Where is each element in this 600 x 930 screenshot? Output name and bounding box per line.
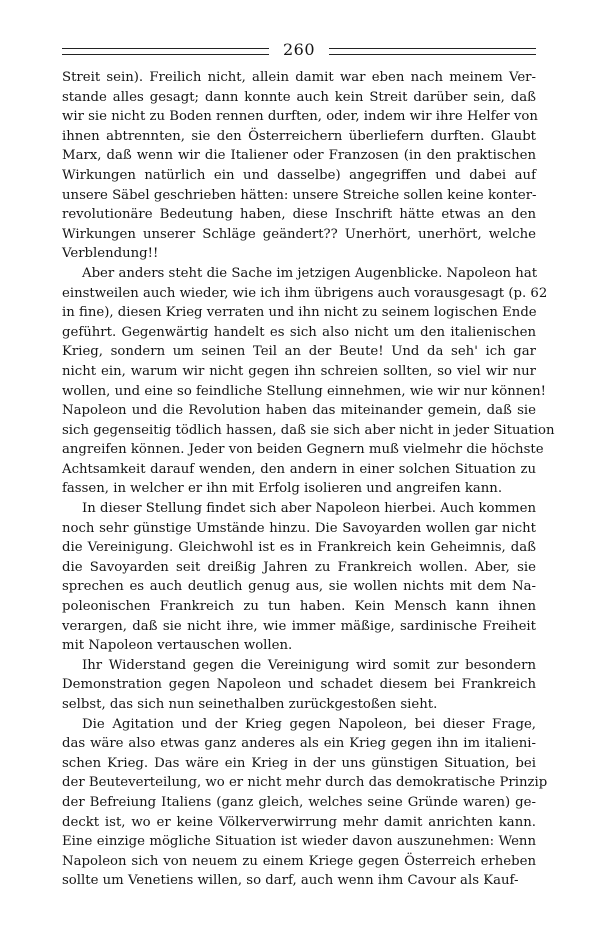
text-line: revolutionäre Bedeutung haben, diese Inschrift hätte etwas an den bbox=[62, 207, 536, 223]
text-line: sprechen es auch deutlich genug aus, sie wollen nichts mit dem Na- bbox=[62, 579, 536, 595]
text-line: wollen, und eine so feindliche Stellung einnehmen, wie wir nur können! bbox=[62, 383, 546, 399]
body-text bbox=[62, 68, 555, 891]
text-line: stande alles gesagt; dann konnte auch kein Streit darüber sein, daß bbox=[62, 89, 536, 105]
text-line: einstweilen auch wieder, wie ich ihm übrigens auch vorausgesagt (p. 62 bbox=[62, 285, 548, 301]
paragraph bbox=[62, 264, 555, 499]
text-line: in fine), diesen Krieg verraten und ihn nicht zu seinem logischen Ende bbox=[62, 305, 537, 321]
text-line: deckt ist, wo er keine Völkerverwirrung mehr damit anrichten kann. bbox=[62, 814, 536, 830]
text-line: der Befreiung Italiens (ganz gleich, welches seine Gründe waren) ge- bbox=[62, 794, 536, 810]
text-line: verargen, daß sie nicht ihre, wie immer mäßige, sardinische Freiheit bbox=[62, 618, 536, 634]
text-line: Aber anders steht die Sache im jetzigen Augenblicke. Napoleon hat bbox=[82, 265, 538, 281]
text-line: Napoleon und die Revolution haben das miteinander gemein, daß sie bbox=[62, 403, 536, 419]
text-line: Eine einzige mögliche Situation ist wieder davon auszunehmen: Wenn bbox=[62, 834, 536, 850]
text-line: Ihr Widerstand gegen die Vereinigung wird somit zur besondern bbox=[82, 657, 536, 673]
paragraph bbox=[62, 656, 536, 715]
text-line: der Beuteverteilung, wo er nicht mehr durch das demokratische Prinzip bbox=[62, 775, 548, 791]
text-line: sollte um Venetiens willen, so darf, auch wenn ihm Cavour als Kauf- bbox=[62, 873, 519, 889]
text-line: Verblendung!! bbox=[62, 246, 159, 262]
text-line: noch sehr günstige Umstände hinzu. Die Savoyarden wollen gar nicht bbox=[62, 520, 536, 536]
text-line: Napoleon sich von neuem zu einem Kriege gegen Österreich erheben bbox=[62, 853, 536, 869]
text-line: wir sie nicht zu Boden rennen durften, oder, indem wir ihre Helfer von bbox=[62, 109, 538, 125]
paragraph bbox=[62, 68, 536, 264]
text-line: sich gegenseitig tödlich hassen, daß sie sich aber nicht in jeder Situation bbox=[62, 422, 555, 438]
text-line: mit Napoleon vertauschen wollen. bbox=[62, 638, 293, 654]
text-line: die Savoyarden seit dreißig Jahren zu Frankreich wollen. Aber, sie bbox=[62, 559, 536, 575]
text-line: selbst, das sich nun seinethalben zurückgestoßen sieht. bbox=[62, 697, 438, 712]
header-rule-right bbox=[329, 48, 536, 55]
text-line: angreifen können. Jeder von beiden Gegnern muß vielmehr die höchste bbox=[62, 442, 544, 458]
paragraph bbox=[62, 715, 548, 891]
text-line: Streit sein). Freilich nicht, allein damit war eben nach meinem Ver- bbox=[62, 70, 536, 85]
text-line: das wäre also etwas ganz anderes als ein Krieg gegen ihn im italieni- bbox=[62, 736, 536, 752]
text-line: Krieg, sondern um seinen Teil an der Beute! Und da seh' ich gar bbox=[62, 344, 536, 360]
text-line: die Vereinigung. Gleichwohl ist es in Frankreich kein Geheimnis, daß bbox=[62, 540, 536, 556]
text-line: In dieser Stellung findet sich aber Napoleon hierbei. Auch kommen bbox=[82, 501, 536, 517]
text-line: Die Agitation und der Krieg gegen Napoleon, bei dieser Frage, bbox=[82, 716, 536, 732]
text-line: nicht ein, warum wir nicht gegen ihn schreien sollten, so viel wir nur bbox=[62, 363, 536, 379]
text-line: Marx, daß wenn wir die Italiener oder Franzosen (in den praktischen bbox=[62, 148, 536, 164]
page-header bbox=[62, 40, 536, 64]
paragraph bbox=[62, 499, 536, 656]
page-number: 260 bbox=[282, 40, 316, 59]
text-line: schen Krieg. Das wäre ein Krieg in der uns günstigen Situation, bei bbox=[62, 755, 536, 771]
text-line: Wirkungen natürlich ein und dasselbe) angegriffen und dabei auf bbox=[62, 167, 536, 183]
text-line: ihnen abtrennten, sie den Österreichern überliefern durften. Glaubt bbox=[62, 128, 536, 144]
text-line: Wirkungen unserer Schläge geändert?? Unerhört, unerhört, welche bbox=[62, 226, 536, 242]
text-line: Achtsamkeit darauf wenden, den andern in einer solchen Situation zu bbox=[62, 461, 536, 477]
text-line: fassen, in welcher er ihn mit Erfolg isolieren und angreifen kann. bbox=[62, 481, 503, 497]
text-line: poleonischen Frankreich zu tun haben. Kein Mensch kann ihnen bbox=[62, 599, 536, 615]
text-line: geführt. Gegenwärtig handelt es sich also nicht um den italienischen bbox=[62, 324, 536, 340]
text-line: Demonstration gegen Napoleon und schadet diesem bei Frankreich bbox=[62, 677, 536, 693]
text-line: unsere Säbel geschrieben hätten: unsere Streiche sollen keine konter- bbox=[62, 187, 537, 203]
